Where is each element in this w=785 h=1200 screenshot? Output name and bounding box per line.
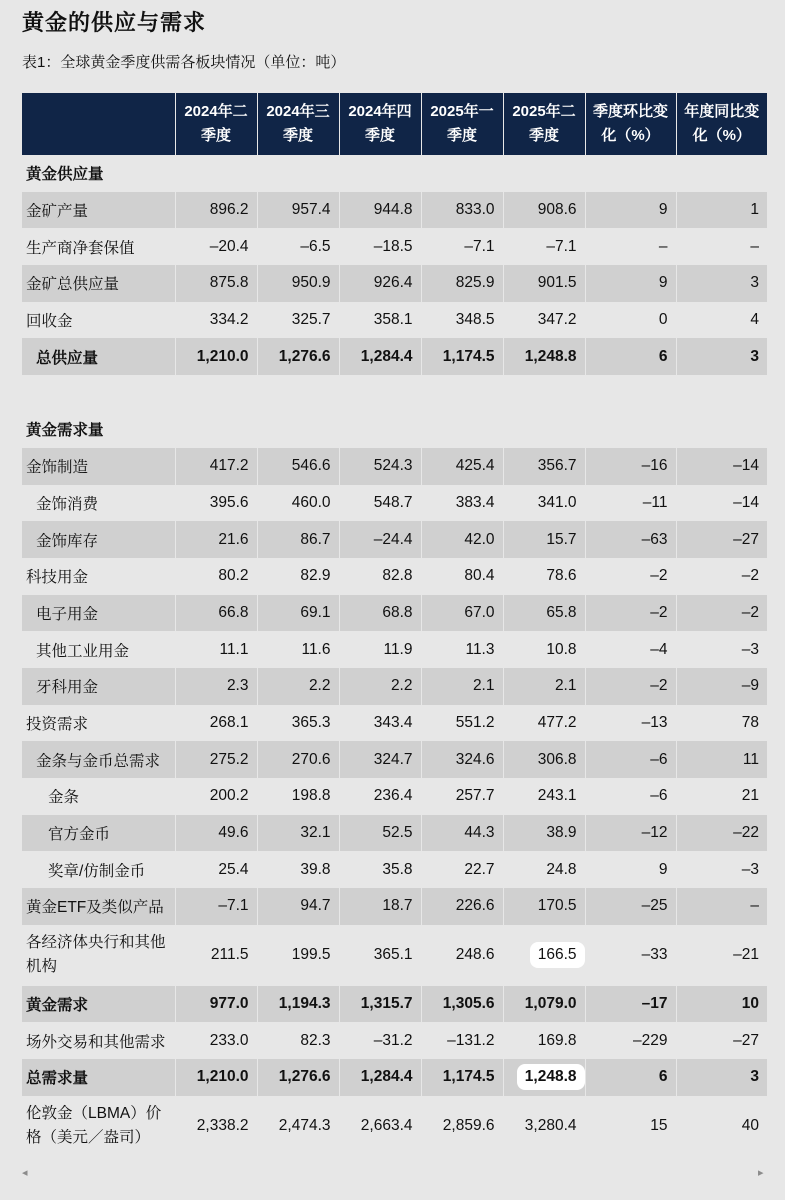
cell-value: 11.3 — [421, 631, 503, 668]
cell-value: 9 — [585, 192, 676, 229]
cell-value: 39.8 — [257, 851, 339, 888]
cell-value: 348.5 — [421, 302, 503, 339]
cell-value: 324.7 — [339, 741, 421, 778]
cell-value: 1,248.8 — [503, 338, 585, 375]
cell-value: 199.5 — [257, 925, 339, 986]
cell-value: –14 — [676, 448, 767, 485]
cell-value: 169.8 — [503, 1022, 585, 1059]
row-label: 金饰库存 — [22, 521, 175, 558]
row-label: 金矿产量 — [22, 192, 175, 229]
row-label: 金矿总供应量 — [22, 265, 175, 302]
cell-value: 901.5 — [503, 265, 585, 302]
cell-value: 82.9 — [257, 558, 339, 595]
scroll-right-arrow-icon[interactable]: ▸ — [758, 1167, 764, 1179]
table-row-lbma-price — [22, 1096, 767, 1157]
table-row — [22, 851, 767, 888]
cell-value: –63 — [585, 521, 676, 558]
cell-value: 551.2 — [421, 705, 503, 742]
section-row-demand — [22, 411, 767, 448]
cell-value: 94.7 — [257, 888, 339, 925]
cell-value: 546.6 — [257, 448, 339, 485]
cell-value: 2.2 — [257, 668, 339, 705]
scroll-left-arrow-icon[interactable]: ◂ — [22, 1167, 28, 1179]
cell-value: 24.8 — [503, 851, 585, 888]
header-2025q1: 2025年一 季度 — [421, 93, 503, 155]
cell-value: 42.0 — [421, 521, 503, 558]
page-title: 黄金的供应与需求 — [22, 10, 207, 35]
table-row — [22, 705, 767, 742]
cell-value: 2,338.2 — [175, 1096, 257, 1157]
cell-value: 2.1 — [421, 668, 503, 705]
cell-value: 67.0 — [421, 595, 503, 632]
cell-value: 6 — [585, 1059, 676, 1096]
table-row-total-supply — [22, 338, 767, 375]
cell-value: 21 — [741, 787, 759, 805]
cell-value: –22 — [676, 815, 767, 852]
table-row — [22, 595, 767, 632]
cell-value: 1,315.7 — [339, 986, 421, 1023]
cell-value: 198.8 — [257, 778, 339, 815]
cell-value: 548.7 — [339, 485, 421, 522]
cell-value: 1,194.3 — [257, 986, 339, 1023]
cell-value: 365.1 — [339, 925, 421, 986]
cell-value: 477.2 — [503, 705, 585, 742]
cell-value: 1,276.6 — [257, 338, 339, 375]
cell-value: 343.4 — [339, 705, 421, 742]
row-label: 金饰消费 — [22, 485, 175, 522]
cell-value: 236.4 — [339, 778, 421, 815]
cell-value: 11 — [676, 741, 767, 778]
header-label-column — [22, 93, 175, 155]
cell-value: 211.5 — [175, 925, 257, 986]
cell-value: 324.6 — [421, 741, 503, 778]
row-label: 牙科用金 — [22, 668, 175, 705]
cell-value: 325.7 — [257, 302, 339, 339]
cell-value: 957.4 — [257, 192, 339, 229]
cell-value: 306.8 — [503, 741, 585, 778]
cell-value: –2 — [585, 668, 676, 705]
cell-value: 833.0 — [421, 192, 503, 229]
table-row — [22, 631, 767, 668]
header-qoq-change: 季度环比变 化（%） — [585, 93, 676, 155]
table-row — [22, 925, 767, 986]
row-label: 奖章/仿制金币 — [22, 851, 175, 888]
cell-value: 2.1 — [503, 668, 585, 705]
cell-value: –4 — [585, 631, 676, 668]
cell-value: –7.1 — [421, 228, 503, 265]
cell-value: 334.2 — [175, 302, 257, 339]
table-row — [22, 448, 767, 485]
cell-value: 10.8 — [503, 631, 585, 668]
cell-value: – — [750, 237, 759, 255]
cell-value — [503, 1059, 585, 1096]
cell-value: 1,284.4 — [339, 1059, 421, 1096]
table-row — [22, 192, 767, 229]
cell-value: 944.8 — [339, 192, 421, 229]
row-label: 伦敦金（LBMA）价格（美元／盎司） — [22, 1096, 175, 1157]
cell-value: –2 — [585, 595, 676, 632]
cell-value: 69.1 — [257, 595, 339, 632]
cell-value: 49.6 — [175, 815, 257, 852]
cell-value: –13 — [585, 705, 676, 742]
table-row — [22, 778, 767, 815]
cell-value: –12 — [585, 815, 676, 852]
cell-value: –2 — [676, 595, 767, 632]
cell-value: 524.3 — [339, 448, 421, 485]
cell-value: 3 — [676, 265, 767, 302]
cell-value: 1,174.5 — [421, 1059, 503, 1096]
cell-value: 875.8 — [175, 265, 257, 302]
cell-value: 86.7 — [257, 521, 339, 558]
cell-value: 2.3 — [175, 668, 257, 705]
cell-value: 2,474.3 — [257, 1096, 339, 1157]
highlighted-value: 1,248.8 — [517, 1064, 585, 1090]
cell-value: 358.1 — [339, 302, 421, 339]
cell-value: 0 — [585, 302, 676, 339]
table-row — [22, 302, 767, 339]
cell-value: 926.4 — [339, 265, 421, 302]
row-label: 金条 — [22, 778, 175, 815]
row-label: 其他工业用金 — [22, 631, 175, 668]
cell-value: –14 — [733, 493, 759, 511]
cell-value: 32.1 — [257, 815, 339, 852]
cell-value: 9 — [585, 265, 676, 302]
cell-value: 908.6 — [503, 192, 585, 229]
cell-value: 950.9 — [257, 265, 339, 302]
cell-value: –27 — [733, 1031, 759, 1049]
row-label: 生产商净套保值 — [22, 228, 175, 265]
row-label: 电子用金 — [22, 595, 175, 632]
cell-value: 1,210.0 — [175, 338, 257, 375]
cell-value: – — [676, 888, 767, 925]
cell-value: 80.2 — [175, 558, 257, 595]
cell-value: 40 — [741, 1117, 759, 1135]
row-label: 各经济体央行和其他机构 — [22, 925, 175, 986]
row-label: 场外交易和其他需求 — [22, 1022, 175, 1059]
header-2024q2: 2024年二 季度 — [175, 93, 257, 155]
cell-value: 460.0 — [257, 485, 339, 522]
cell-value: 226.6 — [421, 888, 503, 925]
cell-value: 347.2 — [503, 302, 585, 339]
cell-value: –2 — [585, 558, 676, 595]
header-yoy-change: 年度同比变 化（%） — [676, 93, 767, 155]
section-heading-demand: 黄金需求量 — [26, 422, 104, 440]
cell-value: 3,280.4 — [503, 1096, 585, 1157]
cell-value: –3 — [741, 860, 759, 878]
header-2025q2: 2025年二 季度 — [503, 93, 585, 155]
highlighted-value: 166.5 — [530, 942, 585, 968]
table-caption: 表1：全球黄金季度供需各板块情况（单位：吨） — [22, 54, 346, 71]
cell-value: 425.4 — [421, 448, 503, 485]
cell-value: 977.0 — [175, 986, 257, 1023]
table-row — [22, 558, 767, 595]
cell-value: 248.6 — [421, 925, 503, 986]
table-row — [22, 888, 767, 925]
cell-value: 825.9 — [421, 265, 503, 302]
section-heading-supply: 黄金供应量 — [26, 166, 104, 184]
cell-value: 25.4 — [175, 851, 257, 888]
cell-value: –3 — [741, 640, 759, 658]
row-label: 黄金ETF及类似产品 — [22, 888, 175, 925]
cell-value: 18.7 — [339, 888, 421, 925]
table-row — [22, 668, 767, 705]
cell-value: 78 — [741, 713, 759, 731]
cell-value: 170.5 — [503, 888, 585, 925]
cell-value: 68.8 — [339, 595, 421, 632]
row-label: 黄金需求 — [22, 986, 175, 1023]
cell-value: 44.3 — [421, 815, 503, 852]
cell-value: –6 — [585, 778, 676, 815]
cell-value: – — [585, 228, 676, 265]
cell-value: –16 — [585, 448, 676, 485]
cell-value: 82.3 — [257, 1022, 339, 1059]
cell-value: 82.8 — [339, 558, 421, 595]
cell-value: 21.6 — [175, 521, 257, 558]
cell-value: 11.1 — [175, 631, 257, 668]
cell-value: 9 — [585, 851, 676, 888]
table-row — [22, 228, 767, 265]
cell-value — [503, 925, 585, 986]
cell-value: 395.6 — [175, 485, 257, 522]
cell-value: 2,663.4 — [339, 1096, 421, 1157]
row-label: 金饰制造 — [22, 448, 175, 485]
cell-value: 6 — [585, 338, 676, 375]
row-label: 回收金 — [22, 302, 175, 339]
cell-value: 383.4 — [421, 485, 503, 522]
cell-value: 417.2 — [175, 448, 257, 485]
table-row-total-demand — [22, 1059, 767, 1096]
cell-value: 1,174.5 — [421, 338, 503, 375]
cell-value: 15 — [585, 1096, 676, 1157]
cell-value: –229 — [585, 1022, 676, 1059]
row-label: 投资需求 — [22, 705, 175, 742]
cell-value: –17 — [585, 986, 676, 1023]
cell-value: –27 — [676, 521, 767, 558]
table-row — [22, 265, 767, 302]
cell-value: –31.2 — [339, 1022, 421, 1059]
cell-value: –25 — [585, 888, 676, 925]
cell-value: –2 — [741, 567, 759, 585]
cell-value: –7.1 — [503, 228, 585, 265]
cell-value: 896.2 — [175, 192, 257, 229]
cell-value: –20.4 — [175, 228, 257, 265]
cell-value: 11.9 — [339, 631, 421, 668]
cell-value: 11.6 — [257, 631, 339, 668]
cell-value: –6.5 — [257, 228, 339, 265]
cell-value: 3 — [676, 338, 767, 375]
row-label: 总供应量 — [22, 338, 175, 375]
cell-value: 268.1 — [175, 705, 257, 742]
cell-value: 22.7 — [421, 851, 503, 888]
spacer-row — [22, 375, 767, 411]
cell-value: –18.5 — [339, 228, 421, 265]
cell-value: 1,210.0 — [175, 1059, 257, 1096]
cell-value: –9 — [676, 668, 767, 705]
cell-value: 270.6 — [257, 741, 339, 778]
table-row — [22, 815, 767, 852]
cell-value: 78.6 — [503, 558, 585, 595]
cell-value: 65.8 — [503, 595, 585, 632]
cell-value: 1,079.0 — [503, 986, 585, 1023]
table-row-gold-demand — [22, 986, 767, 1023]
cell-value: 1,284.4 — [339, 338, 421, 375]
cell-value: 275.2 — [175, 741, 257, 778]
cell-value: 15.7 — [503, 521, 585, 558]
cell-value: 200.2 — [175, 778, 257, 815]
cell-value: 1,276.6 — [257, 1059, 339, 1096]
cell-value: –21 — [733, 946, 759, 964]
header-2024q3: 2024年三 季度 — [257, 93, 339, 155]
cell-value: 35.8 — [339, 851, 421, 888]
cell-value: 10 — [676, 986, 767, 1023]
table-row — [22, 485, 767, 522]
cell-value: –131.2 — [421, 1022, 503, 1059]
table-row — [22, 741, 767, 778]
cell-value: –11 — [585, 485, 676, 522]
spacer-cell — [22, 375, 767, 411]
cell-value: 341.0 — [503, 485, 585, 522]
cell-value: 1,305.6 — [421, 986, 503, 1023]
row-label: 总需求量 — [22, 1059, 175, 1096]
row-label: 金条与金币总需求 — [22, 741, 175, 778]
header-2024q4: 2024年四 季度 — [339, 93, 421, 155]
cell-value: 365.3 — [257, 705, 339, 742]
table-header-row — [22, 93, 767, 155]
table-row — [22, 1022, 767, 1059]
cell-value: 4 — [750, 311, 759, 329]
cell-value: 1 — [676, 192, 767, 229]
table-row — [22, 521, 767, 558]
cell-value: –7.1 — [175, 888, 257, 925]
row-label: 官方金币 — [22, 815, 175, 852]
cell-value: 356.7 — [503, 448, 585, 485]
gold-supply-demand-table — [22, 93, 767, 1157]
cell-value: 3 — [676, 1059, 767, 1096]
cell-value: –33 — [585, 925, 676, 986]
section-row-supply — [22, 155, 767, 192]
cell-value: 2,859.6 — [421, 1096, 503, 1157]
cell-value: 38.9 — [503, 815, 585, 852]
cell-value: 2.2 — [339, 668, 421, 705]
cell-value: –24.4 — [339, 521, 421, 558]
cell-value: 243.1 — [503, 778, 585, 815]
row-label: 科技用金 — [22, 558, 175, 595]
cell-value: –6 — [585, 741, 676, 778]
cell-value: 66.8 — [175, 595, 257, 632]
cell-value: 52.5 — [339, 815, 421, 852]
cell-value: 257.7 — [421, 778, 503, 815]
cell-value: 233.0 — [175, 1022, 257, 1059]
cell-value: 80.4 — [421, 558, 503, 595]
